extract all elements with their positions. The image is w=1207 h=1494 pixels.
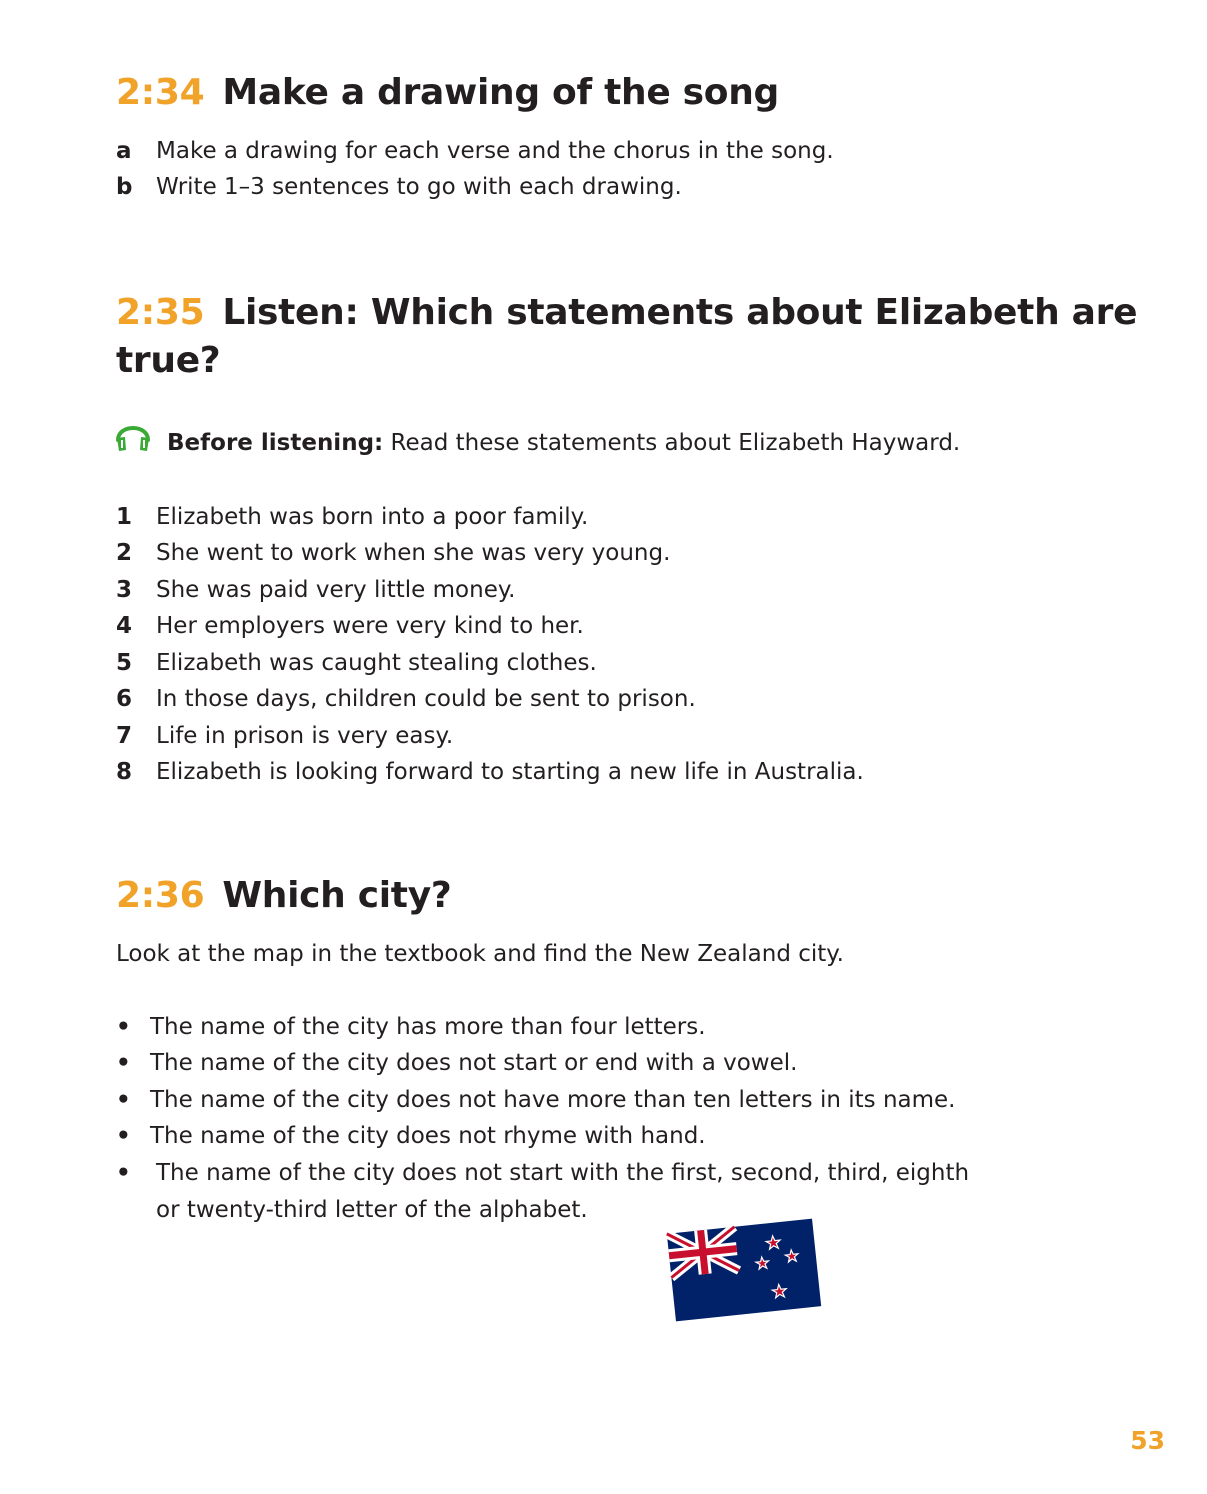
statement-number: 6 [116, 686, 133, 712]
statement-text: She went to work when she was very young. [156, 540, 671, 566]
section-number: 2:34 [116, 72, 205, 113]
statement-text: Elizabeth is looking forward to starting a new life in Australia. [156, 759, 864, 785]
statement-text: Life in prison is very easy. [156, 723, 454, 749]
before-listening-text: Read these statements about Elizabeth Hayward. [390, 430, 961, 456]
section-number: 2:36 [116, 875, 205, 916]
new-zealand-flag [666, 1216, 822, 1324]
item-label: b [116, 174, 133, 200]
bullet-symbol: • [116, 1160, 131, 1186]
bullet-symbol: • [116, 1014, 131, 1040]
section-236-heading [116, 873, 451, 919]
statement-text: She was paid very little money. [156, 577, 516, 603]
statement-number: 4 [116, 613, 133, 639]
headphones-icon [114, 416, 152, 452]
section-number: 2:35 [116, 292, 205, 333]
bullet-symbol: • [116, 1123, 131, 1149]
statement-text: Elizabeth was caught stealing clothes. [156, 650, 597, 676]
section-title: Make a drawing of the song [222, 72, 780, 113]
statement-number: 5 [116, 650, 133, 676]
statement-number: 8 [116, 759, 133, 785]
statement-text: In those days, children could be sent to prison. [156, 686, 696, 712]
before-listening-label: Before listening: [167, 430, 384, 456]
statement-text: Her employers were very kind to her. [156, 613, 584, 639]
statement-text: Elizabeth was born into a poor family. [156, 504, 589, 530]
item-label: a [116, 138, 132, 164]
statement-number: 7 [116, 723, 133, 749]
bullet-symbol: • [116, 1050, 131, 1076]
section-title-line2: true? [116, 340, 221, 381]
statement-number: 2 [116, 540, 133, 566]
item-text: Write 1–3 sentences to go with each drawing. [156, 174, 682, 200]
page-number: 53 [1130, 1426, 1165, 1455]
clue-text-line2: or twenty-third letter of the alphabet. [156, 1197, 588, 1223]
statement-number: 3 [116, 577, 133, 603]
clue-text: The name of the city does not start or end with a vowel. [150, 1050, 798, 1076]
item-text: Make a drawing for each verse and the chorus in the song. [156, 138, 834, 164]
section-title: Which city? [222, 875, 452, 916]
before-listening [167, 428, 960, 458]
section-234-heading [116, 70, 779, 116]
clue-text-line1: The name of the city does not start with the first, second, third, eighth [156, 1160, 970, 1186]
clue-text: The name of the city has more than four letters. [150, 1014, 706, 1040]
clue-text: The name of the city does not have more than ten letters in its name. [150, 1087, 956, 1113]
statement-number: 1 [116, 504, 133, 530]
bullet-symbol: • [116, 1087, 131, 1113]
section-title-line1: Listen: Which statements about Elizabeth are [222, 292, 1138, 333]
clue-text: The name of the city does not rhyme with hand. [150, 1123, 706, 1149]
section-235-heading [116, 290, 1137, 384]
section-intro: Look at the map in the textbook and find the New Zealand city. [116, 941, 844, 967]
